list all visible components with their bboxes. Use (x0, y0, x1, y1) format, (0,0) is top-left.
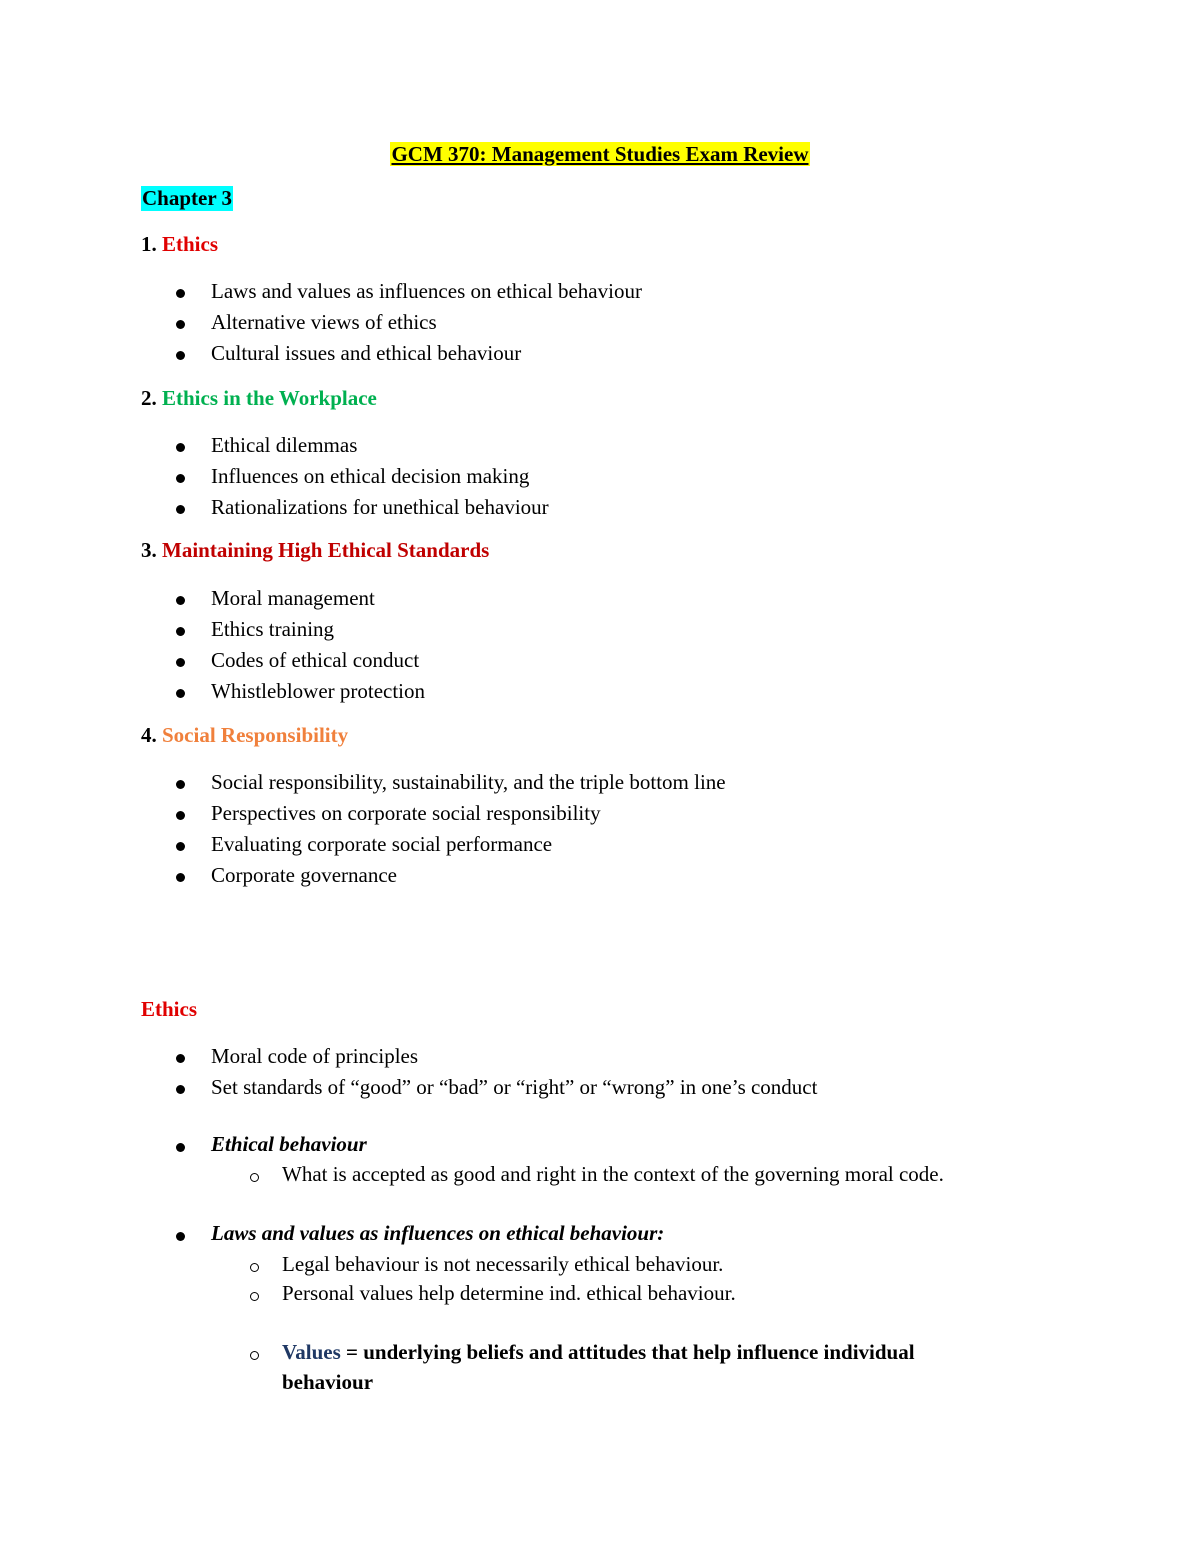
title-row (0, 142, 1200, 167)
values-definition-text: = underlying beliefs and attitudes that help influence individual (340, 1340, 915, 1364)
bullet-icon (176, 443, 185, 452)
list-item: Corporate governance (0, 860, 726, 891)
bullet-icon (176, 658, 185, 667)
bullet-icon (176, 780, 185, 789)
section-title: Ethics (162, 232, 219, 256)
list-item: Codes of ethical conduct (0, 645, 425, 676)
bullet-icon (176, 689, 185, 698)
list-item: Moral management (0, 583, 425, 614)
section-3-list (0, 583, 425, 707)
list-item: Influences on ethical decision making (0, 461, 549, 492)
section-title: Maintaining High Ethical Standards (162, 538, 490, 562)
section-1-list (0, 276, 642, 369)
list-item: Moral code of principles (0, 1041, 817, 1072)
list-item: Ethical dilemmas (0, 430, 549, 461)
section-1-heading (141, 232, 218, 257)
bullet-icon (176, 351, 185, 360)
ethical-behaviour-label: Ethical behaviour (211, 1132, 367, 1156)
section-4-heading (141, 723, 348, 748)
section-number: 2. (141, 386, 157, 410)
bullet-icon (176, 1232, 185, 1241)
bullet-icon (176, 596, 185, 605)
bullet-icon (176, 289, 185, 298)
circle-bullet-icon (250, 1351, 259, 1360)
ethics-detail-heading: Ethics (141, 997, 198, 1021)
bullet-icon (176, 474, 185, 483)
circle-bullet-icon (250, 1292, 259, 1301)
circle-bullet-icon (250, 1173, 259, 1182)
document-title: GCM 370: Management Studies Exam Review (391, 142, 809, 166)
bullet-icon (176, 1054, 185, 1063)
list-item: Alternative views of ethics (0, 307, 642, 338)
values-definition (282, 1340, 915, 1365)
section-title: Social Responsibility (162, 723, 349, 747)
laws-values-point: Personal values help determine ind. ethical behaviour. (282, 1281, 736, 1305)
section-number: 1. (141, 232, 157, 256)
list-item: Cultural issues and ethical behaviour (0, 338, 642, 369)
list-item: Evaluating corporate social performance (0, 829, 726, 860)
values-term: Values (282, 1340, 341, 1364)
section-title: Ethics in the Workplace (162, 386, 377, 410)
section-number: 3. (141, 538, 157, 562)
laws-values-point: Legal behaviour is not necessarily ethical behaviour. (282, 1252, 724, 1276)
section-3-heading (141, 538, 489, 563)
list-item: Laws and values as influences on ethical behaviour (0, 276, 642, 307)
list-item: Ethics training (0, 614, 425, 645)
ethics-detail-list (0, 1041, 817, 1103)
bullet-icon (176, 1085, 185, 1094)
bullet-icon (176, 505, 185, 514)
ethical-behaviour-definition: What is accepted as good and right in the context of the governing moral code. (282, 1162, 944, 1186)
bullet-icon (176, 842, 185, 851)
bullet-icon (176, 320, 185, 329)
section-4-list (0, 767, 726, 891)
section-number: 4. (141, 723, 157, 747)
list-item: Set standards of “good” or “bad” or “right” or “wrong” in one’s conduct (0, 1072, 817, 1103)
list-item: Whistleblower protection (0, 676, 425, 707)
bullet-icon (176, 1143, 185, 1152)
laws-values-label: Laws and values as influences on ethical behaviour: (211, 1221, 665, 1245)
values-definition-line2: behaviour (282, 1370, 374, 1394)
chapter-heading: Chapter 3 (142, 186, 233, 210)
bullet-icon (176, 873, 185, 882)
bullet-icon (176, 627, 185, 636)
section-2-heading (141, 386, 377, 411)
list-item: Rationalizations for unethical behaviour (0, 492, 549, 523)
section-2-list (0, 430, 549, 523)
list-item: Perspectives on corporate social responsibility (0, 798, 726, 829)
circle-bullet-icon (250, 1263, 259, 1272)
bullet-icon (176, 811, 185, 820)
list-item: Social responsibility, sustainability, and the triple bottom line (0, 767, 726, 798)
